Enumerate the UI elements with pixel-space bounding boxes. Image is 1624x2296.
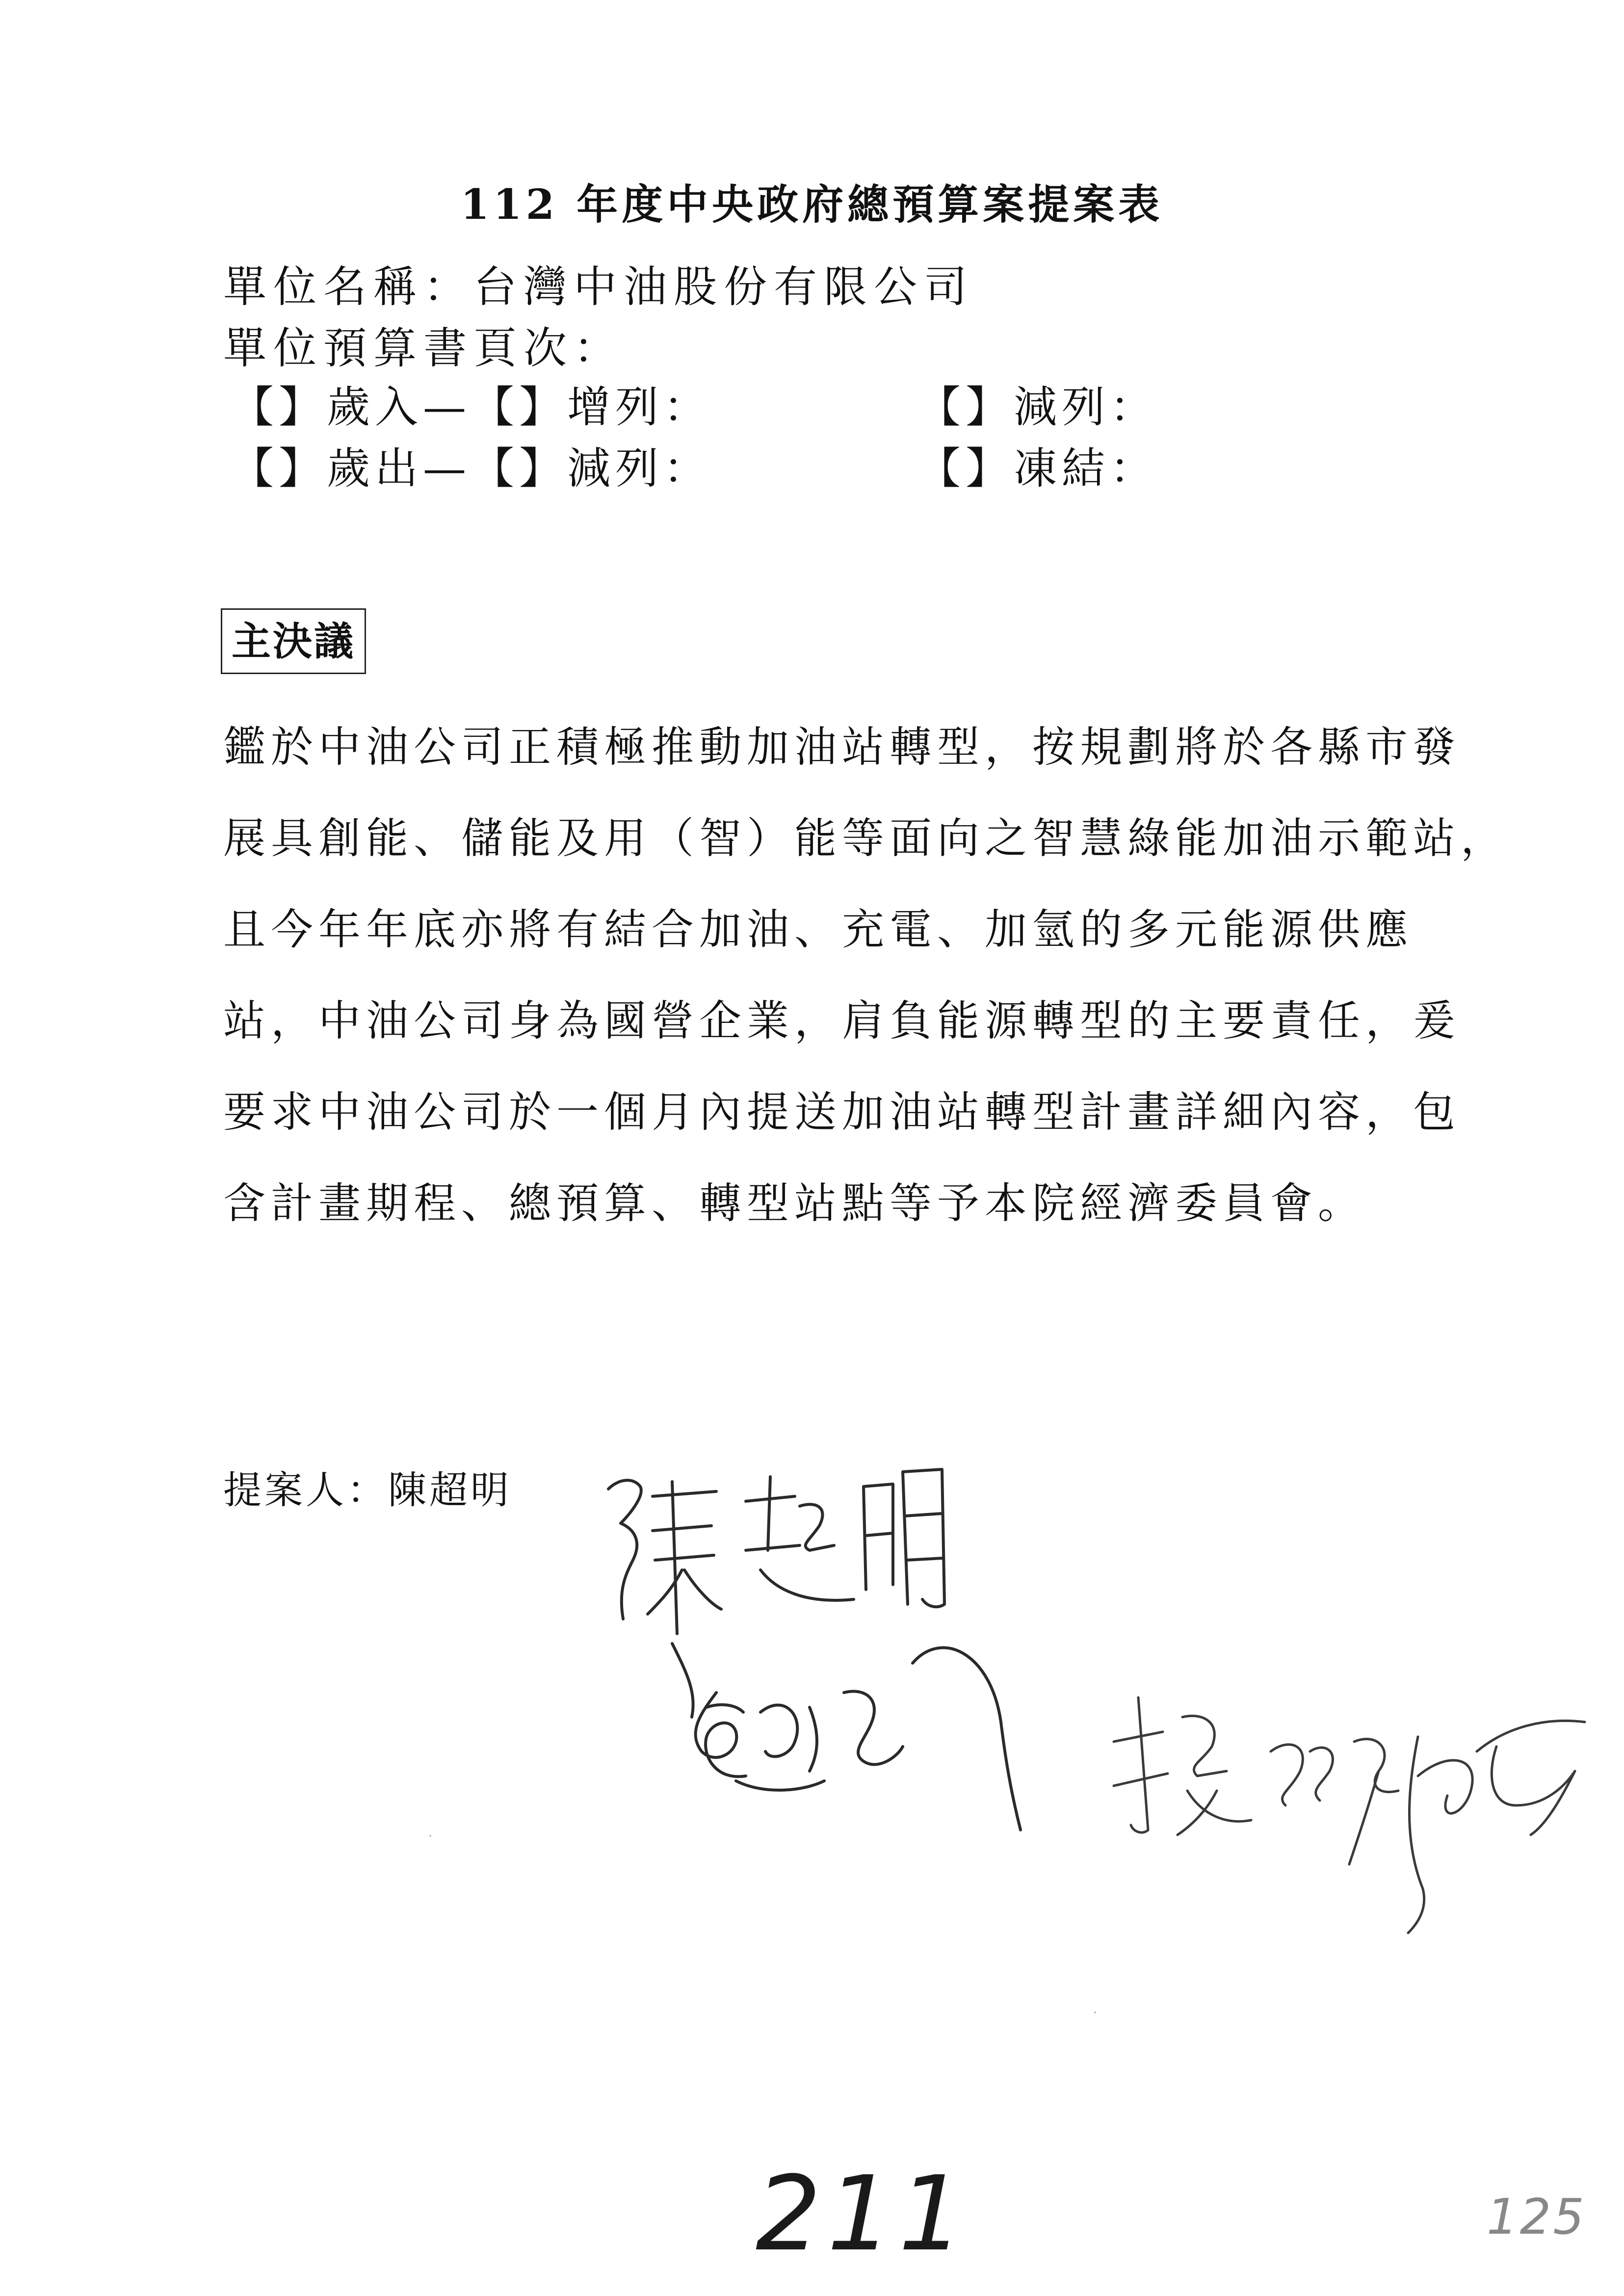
unit-budget-page: 單位預算書頁次： xyxy=(223,323,624,373)
page-number: 211 xyxy=(756,2154,970,2274)
body-line: 鑑於中油公司正積極推動加油站轉型，按規劃將於各縣市發 xyxy=(223,723,1461,772)
scan-speck xyxy=(429,1835,431,1837)
body-line: 含計畫期程、總預算、轉型站點等予本院經濟委員會。 xyxy=(223,1179,1365,1228)
body-line: 要求中油公司於一個月內提送加油站轉型計畫詳細內容，包 xyxy=(223,1088,1461,1137)
budget-row-revenue xyxy=(231,373,1158,435)
body-line: 站，中油公司身為國營企業，肩負能源轉型的主要責任，爰 xyxy=(223,996,1461,1045)
body-line: 展具創能、儲能及用（智）能等面向之智慧綠能加油示範站， xyxy=(223,814,1508,863)
signature-chen xyxy=(599,1442,981,1648)
page-title: 112 年度中央政府總預算案提案表 xyxy=(460,180,1164,229)
budget-row-expenditure xyxy=(231,434,1158,496)
expenditure-freeze: 【】凍結： xyxy=(917,443,1158,494)
sheet-number: 125 xyxy=(1487,2188,1586,2245)
section-label-box: 主決議 xyxy=(221,608,366,674)
revenue-increase: 【】歲入—【】增列： xyxy=(231,382,712,432)
revenue-decrease: 【】減列： xyxy=(917,382,1158,432)
resolution-body xyxy=(223,702,1508,1249)
signature-2 xyxy=(657,1634,1040,1850)
scan-speck xyxy=(1094,2011,1096,2013)
expenditure-decrease: 【】歲出—【】減列： xyxy=(231,443,712,494)
unit-name: 單位名稱：台灣中油股份有限公司 xyxy=(223,261,974,312)
proposer-label: 提案人：陳超明 xyxy=(223,1468,512,1513)
signature-3 xyxy=(1104,1678,1595,1953)
body-line: 且今年年底亦將有結合加油、充電、加氫的多元能源供應 xyxy=(223,905,1413,954)
